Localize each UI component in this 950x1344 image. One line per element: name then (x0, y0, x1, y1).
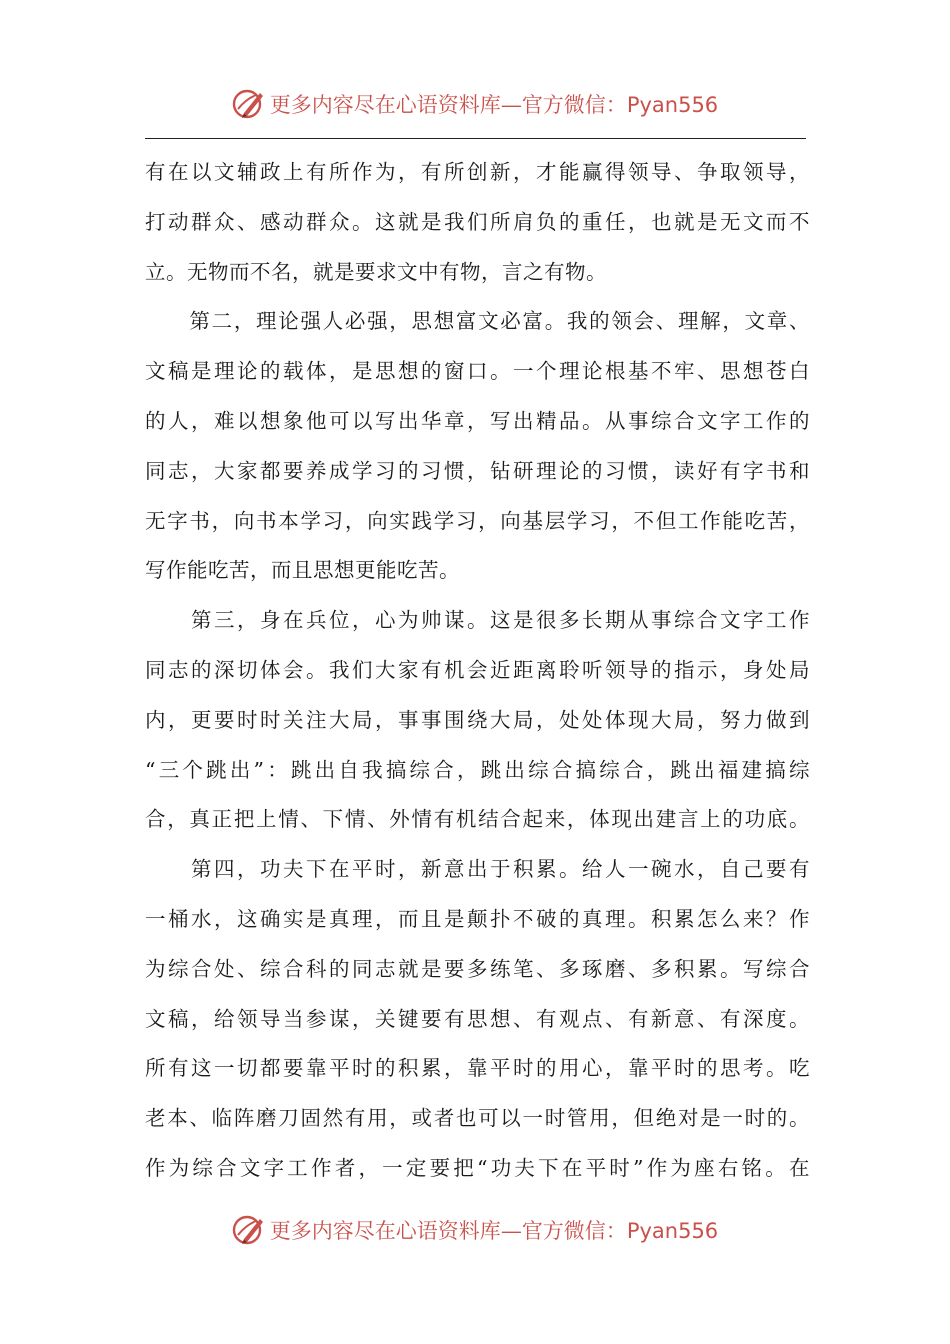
text-line: 老本、临阵磨刀固然有用，或者也可以一时管用，但绝对是一时的。 (145, 1106, 810, 1131)
text-line: 一桶水，这确实是真理，而且是颠扑不破的真理。积累怎么来？作 (145, 906, 810, 931)
text-line: 无字书，向书本学习，向实践学习，向基层学习，不但工作能吃苦， (145, 508, 810, 533)
pen-logo-icon (232, 87, 266, 121)
text-line: 第三，身在兵位，心为帅谋。这是很多长期从事综合文字工作 (145, 608, 810, 633)
header-dash: — (500, 93, 522, 117)
text-line: 第二，理论强人必强，思想富文必富。我的领会、理解，文章、 (145, 309, 810, 334)
text-line: 同志，大家都要养成学习的习惯，钻研理论的习惯，读好有字书和 (145, 458, 810, 483)
text-line: 为综合处、综合科的同志就是要多练笔、多琢磨、多积累。写综合 (145, 956, 810, 981)
text-line: 作为综合文字工作者，一定要把“功夫下在平时”作为座右铭。在 (145, 1155, 810, 1180)
text-line: 合，真正把上情、下情、外情有机结合起来，体现出建言上的功底。 (145, 807, 810, 832)
footer-banner-text (270, 1215, 718, 1245)
text-line: 同志的深切体会。我们大家有机会近距离聆听领导的指示，身处局 (145, 657, 810, 682)
text-line: 有在以文辅政上有所作为，有所创新，才能赢得领导、争取领导， (145, 160, 810, 184)
pen-logo-icon (232, 1213, 266, 1247)
header-divider (145, 138, 806, 139)
text-line: 文稿，给领导当参谋，关键要有思想、有观点、有新意、有深度。 (145, 1006, 810, 1031)
footer-contact-label: 官方微信： (521, 1219, 627, 1243)
document-body (145, 148, 810, 1194)
text-line: “三个跳出”：跳出自我搞综合，跳出综合搞综合，跳出福建搞综 (145, 757, 810, 782)
footer-banner (0, 1210, 950, 1250)
footer-brand-text: 更多内容尽在心语资料库 (269, 1219, 501, 1243)
text-line: 第四，功夫下在平时，新意出于积累。给人一碗水，自己要有 (145, 857, 810, 882)
text-line: 的人，难以想象他可以写出华章，写出精品。从事综合文字工作的 (145, 408, 810, 433)
header-banner (0, 84, 950, 124)
footer-contact-id: Pyan556 (626, 1219, 719, 1243)
text-line: 打动群众、感动群众。这就是我们所肩负的重任，也就是无文而不 (145, 209, 810, 234)
text-line: 写作能吃苦，而且思想更能吃苦。 (145, 558, 460, 583)
text-line: 所有这一切都要靠平时的积累，靠平时的用心，靠平时的思考。吃 (145, 1056, 810, 1081)
header-contact-id: Pyan556 (626, 93, 719, 117)
header-banner-text (270, 89, 718, 119)
text-line: 内，更要时时关注大局，事事围绕大局，处处体现大局，努力做到 (145, 707, 810, 732)
text-line: 文稿是理论的载体，是思想的窗口。一个理论根基不牢、思想苍白 (145, 359, 810, 384)
footer-dash: — (500, 1219, 522, 1243)
text-line: 立。无物而不名，就是要求文中有物，言之有物。 (145, 259, 607, 284)
header-brand-text: 更多内容尽在心语资料库 (269, 93, 501, 117)
header-contact-label: 官方微信： (521, 93, 627, 117)
